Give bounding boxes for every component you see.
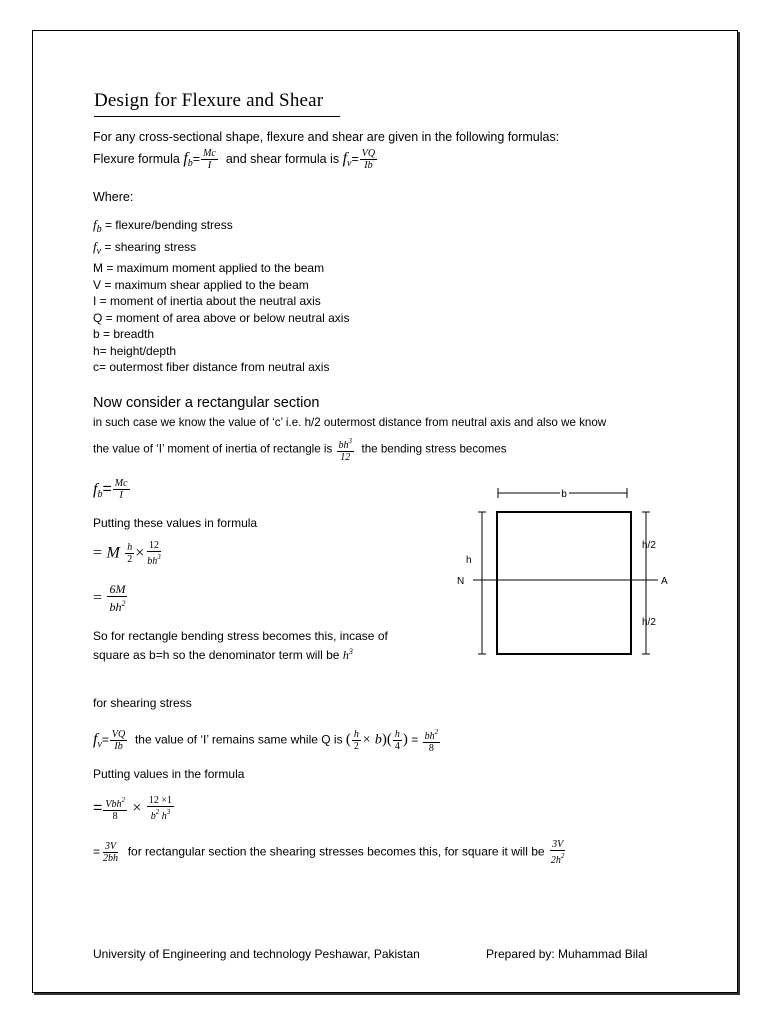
flexure-label: Flexure formula (93, 151, 180, 166)
shear-label: and shear formula is (225, 151, 340, 166)
footer-right: Prepared by: Muhammad Bilal (486, 947, 648, 961)
definitions-list (93, 217, 349, 376)
rect-text-1: in such case we know the value of ‘c’ i.e. h/2 outermost distance from neutral axis and also we know (93, 416, 607, 429)
for-shearing-text: for shearing stress (93, 696, 192, 710)
definition-item: b = breadth (93, 327, 155, 341)
definition-item: $f_v$ = shearing stress (93, 238, 197, 257)
fb-eq: $f_b=$ $\frac{Mc}{I}$ (93, 478, 128, 501)
section-heading: Now consider a rectangular section (93, 395, 320, 411)
final-text: for rectangular section the shearing stresses becomes this, for square it will be (127, 844, 545, 859)
label-h2-top: h/2 (642, 540, 656, 551)
rect-text-2b: the bending stress becomes (361, 442, 507, 456)
rect-text-2 (93, 436, 507, 463)
so-for-rect-1: So for rectangle bending stress becomes this, incase of (93, 629, 388, 643)
definition-item: c= outermost fiber distance from neutral axis (93, 360, 330, 374)
definition-item: I = moment of inertia about the neutral axis (93, 294, 321, 308)
rectangle-section-diagram (440, 480, 680, 670)
footer-left: University of Engineering and technology Peshawar, Pakistan (93, 947, 420, 961)
where-label: Where: (93, 190, 134, 204)
fv-symbol: $f_v$ (342, 149, 352, 169)
shear-eq-line: $f_v=$ $\frac{VQ}{Ib}$ the value of ‘I’ remains same while Q is ( $\frac{h}{2}$ × b)( $\frac{h}{4}$ ) = $\frac{bh^2}{8}$ (93, 728, 439, 754)
section-rectangle (497, 512, 631, 654)
label-a: A (661, 576, 668, 587)
definition-item: M = maximum moment applied to the beam (93, 261, 325, 275)
definition-item: $f_b$ = flexure/bending stress (93, 217, 233, 235)
page-title: Design for Flexure and Shear (94, 90, 324, 111)
so-for-rect-2-line: square as b=h so the denominator term will be $h^3$ (93, 647, 353, 662)
label-h: h (466, 555, 472, 566)
eq-step-1: = M $\frac{h}{2}$ × $\frac{12}{bh^3}$ (93, 540, 161, 567)
putting-values-2-text: Putting values in the formula (93, 767, 245, 781)
intro-text: For any cross-sectional shape, flexure and shear are given in the following formulas: (93, 130, 560, 144)
putting-values-text: Putting these values in formula (93, 516, 258, 530)
rect-text-2a: the value of ‘I’ moment of inertia of rectangle is (93, 442, 333, 456)
formula-line: Flexure formula $f_b=$ $\frac{Mc}{I}$ and shear formula is $f_v=$ $\frac{VQ}{Ib}$ (93, 148, 376, 171)
shear-text-a: the value of ‘I’ remains same while Q is (134, 732, 343, 747)
label-n: N (457, 576, 465, 587)
eq-step-2: = $\frac{6M}{bh^2}$ (93, 582, 126, 614)
definition-item: h= height/depth (93, 343, 177, 358)
inertia-fraction: $\frac{bh^3}{12}$ (338, 437, 353, 463)
flexure-fraction: $\frac{Mc}{I}$ (203, 148, 216, 171)
shear-fraction: $\frac{VQ}{Ib}$ (361, 148, 376, 171)
label-b: b (561, 489, 567, 500)
label-h2-bottom: h/2 (642, 617, 656, 628)
so-for-rect-2: square as b=h so the denominator term will be (93, 648, 340, 662)
title-underline (94, 116, 340, 117)
shear-step-1: = $\frac{Vbh^2}{8}$ × $\frac{12 \times 1}{b^2 h^3}$ (93, 795, 173, 822)
final-line: = $\frac{3V}{2bh}$ for rectangular section the shearing stresses becomes this, for square it will be $\frac{3V}{2h^2}$ (93, 839, 565, 866)
definition-item: Q = moment of area above or below neutral axis (93, 310, 350, 325)
definition-item: V = maximum shear applied to the beam (93, 277, 309, 292)
fb-symbol: $f_b$ (183, 149, 193, 169)
